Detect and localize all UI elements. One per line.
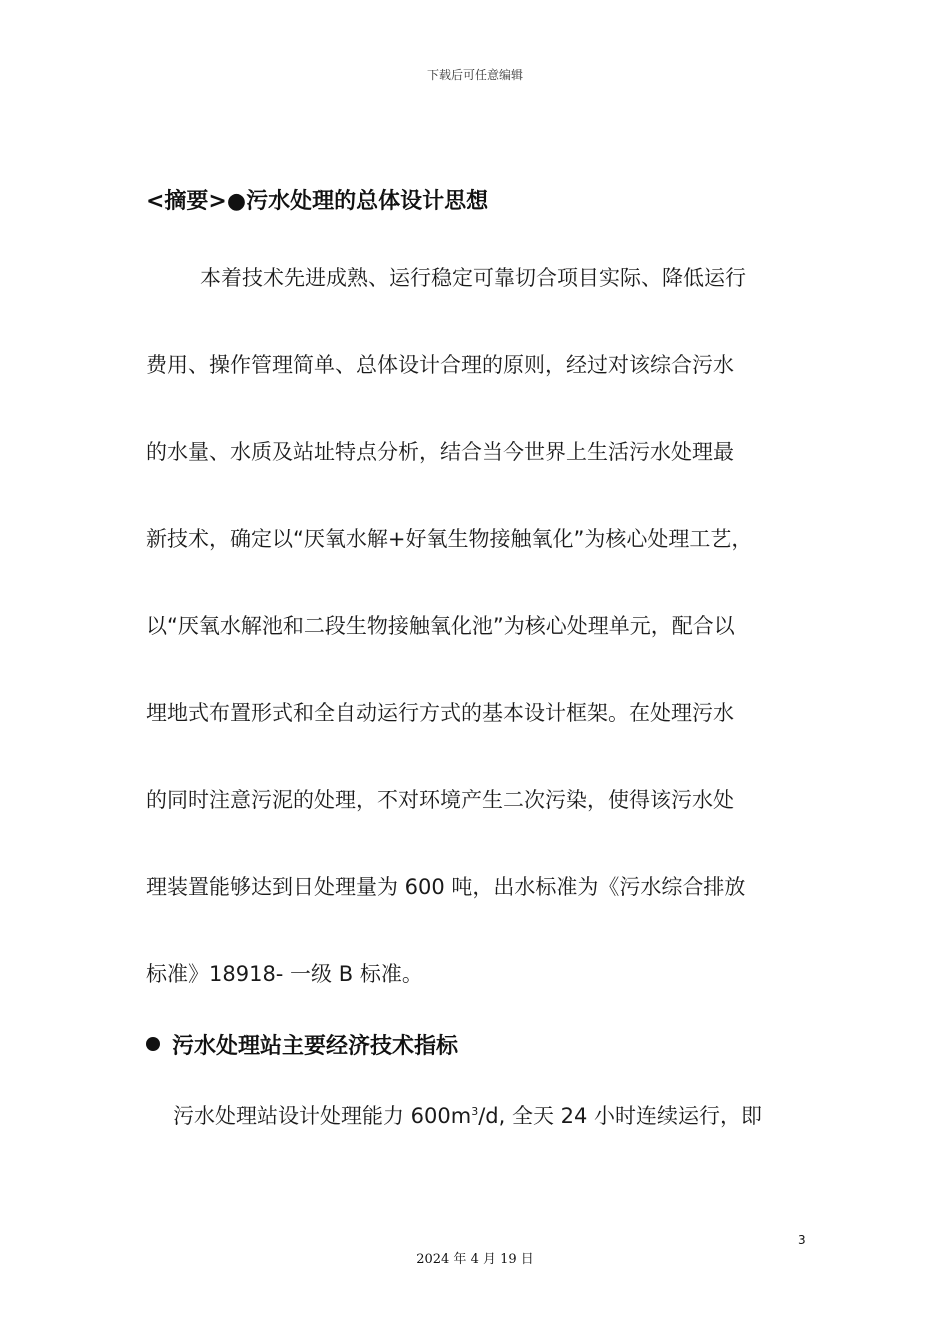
paragraph-text: /d, 全天 24 小时连续运行，即 (478, 1104, 763, 1128)
page-header: 下载后可任意编辑 (426, 68, 523, 82)
page-number: 3 (798, 1233, 806, 1247)
paragraph-line: 新技术，确定以“厌氧水解+好氧生物接触氧化”为核心处理工艺， (146, 527, 753, 551)
paragraph-line: 本着技术先进成熟、运行稳定可靠切合项目实际、降低运行 (200, 266, 746, 290)
paragraph-line: 标准》18918- 一级 B 标准。 (146, 962, 423, 986)
bullet-icon (146, 1037, 160, 1051)
paragraph-line: 的水量、水质及站址特点分析，结合当今世界上生活污水处理最 (146, 440, 734, 464)
paragraph-line: 以“厌氧水解池和二段生物接触氧化池”为核心处理单元，配合以 (146, 614, 735, 638)
paragraph-line: 的同时注意污泥的处理，不对环境产生二次污染，使得该污水处 (146, 788, 734, 812)
indicators-paragraph (173, 1100, 762, 1130)
footer-date: 2024 年 4 月 19 日 (416, 1252, 534, 1267)
section-title-summary: <摘要>●污水处理的总体设计思想 (146, 189, 489, 214)
section-title-indicators (146, 1029, 458, 1060)
paragraph-text: 污水处理站设计处理能力 600m (173, 1104, 472, 1128)
paragraph-line: 埋地式布置形式和全自动运行方式的基本设计框架。在处理污水 (146, 701, 734, 725)
superscript: 3 (471, 1105, 479, 1118)
section-title-text: 污水处理站主要经济技术指标 (172, 1034, 459, 1059)
paragraph-line: 理装置能够达到日处理量为 600 吨，出水标准为《污水综合排放 (146, 875, 746, 899)
paragraph-line: 费用、操作管理简单、总体设计合理的原则，经过对该综合污水 (146, 353, 734, 377)
